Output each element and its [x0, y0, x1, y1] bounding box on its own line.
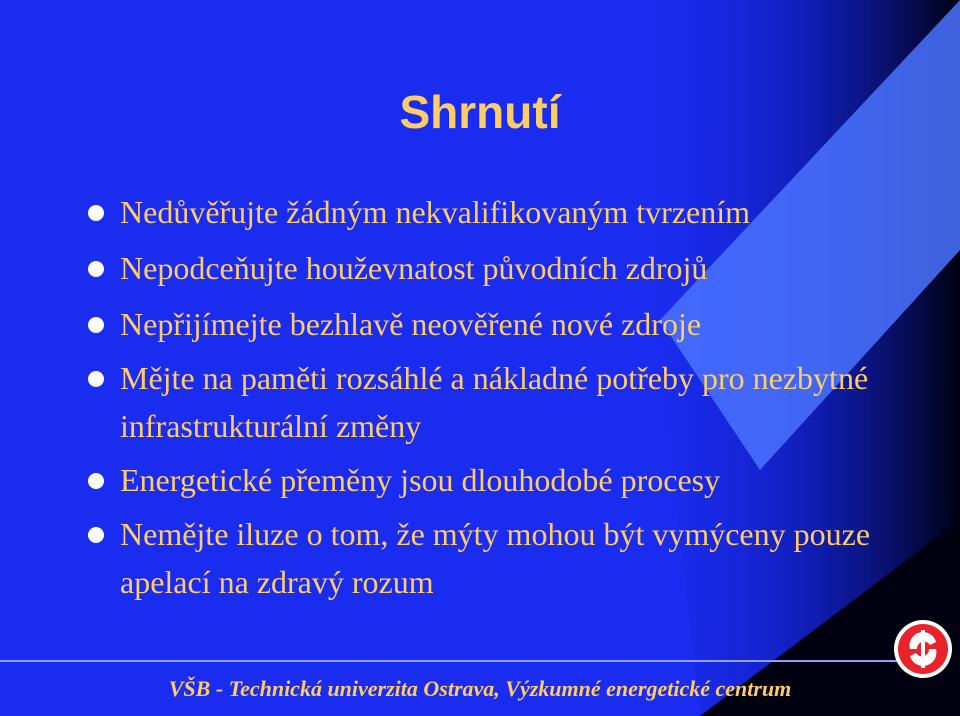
bullet-icon — [88, 317, 104, 333]
bullet-text: Mějte na paměti rozsáhlé a nákladné potřeby pro nezbytné infrastrukturální změny — [120, 360, 869, 444]
university-logo-icon — [892, 618, 954, 680]
bullet-text: Nepodceňujte houževnatost původních zdrojů — [120, 250, 708, 286]
footer-divider — [0, 660, 900, 662]
bullet-icon — [88, 261, 104, 277]
bullet-item — [88, 186, 888, 238]
bullet-text: Energetické přeměny jsou dlouhodobé procesy — [120, 462, 721, 498]
bullet-icon — [88, 371, 104, 387]
bullet-item — [88, 510, 888, 606]
bullet-item — [88, 242, 888, 294]
bullet-icon — [88, 527, 104, 543]
bullet-item — [88, 354, 888, 450]
bullet-text: Nepřijímejte bezhlavě neověřené nové zdroje — [120, 306, 702, 342]
footer-text: VŠB - Technická univerzita Ostrava, Výzkumné energetické centrum — [168, 676, 792, 701]
bullet-text: Nemějte iluze o tom, že mýty mohou být vymýceny pouze apelací na zdravý rozum — [120, 516, 871, 600]
bullet-list — [88, 186, 888, 610]
bullet-item — [88, 454, 888, 506]
bullet-text: Nedůvěřujte žádným nekvalifikovaným tvrzením — [120, 194, 751, 230]
slide-title: Shrnutí — [399, 86, 561, 138]
bullet-item — [88, 298, 888, 350]
bullet-icon — [88, 473, 104, 489]
bullet-icon — [88, 205, 104, 221]
